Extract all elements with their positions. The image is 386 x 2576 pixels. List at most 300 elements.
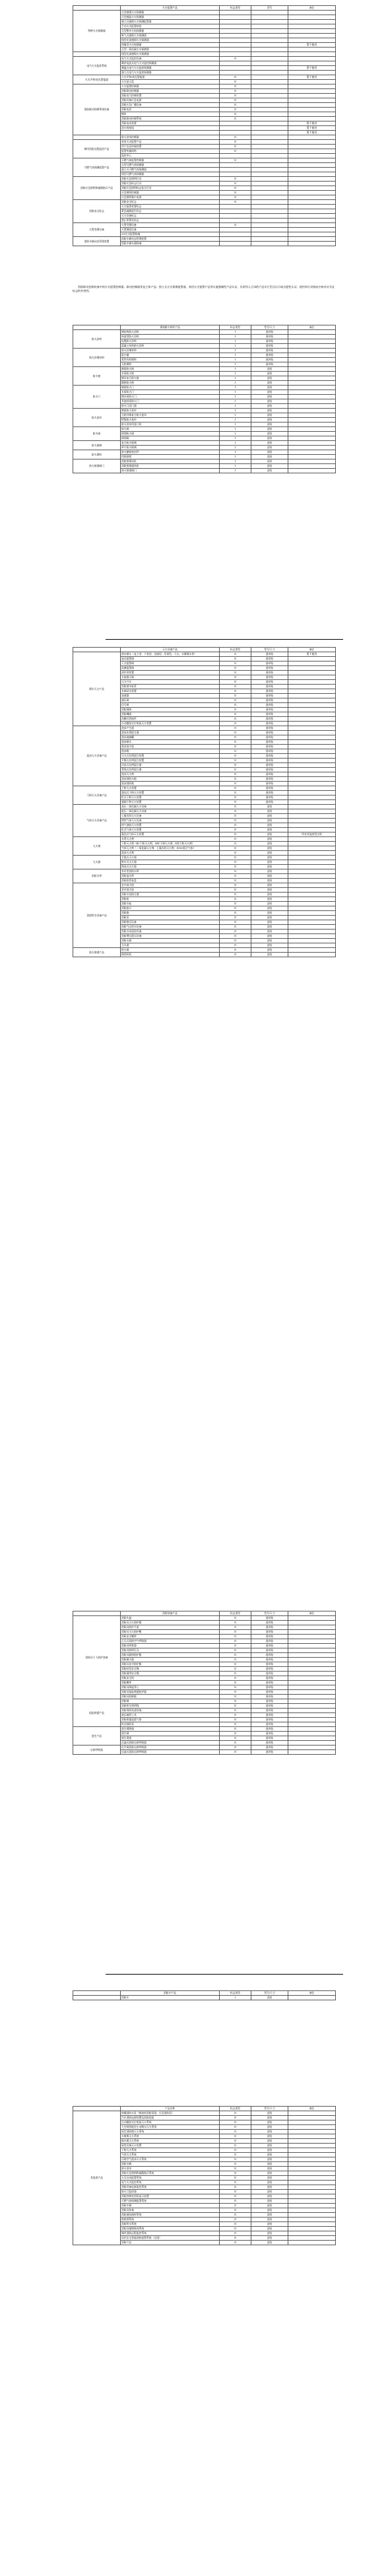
spec-cell: 直贴: [251, 418, 288, 423]
mark-type-cell: II: [220, 2125, 251, 2130]
mark-type-cell: II: [220, 2120, 251, 2125]
mark-type-cell: II: [220, 1709, 251, 1713]
mark-type-cell: II: [220, 103, 251, 108]
spec-cell: [251, 57, 288, 61]
mark-type-cell: [220, 48, 251, 52]
item-name-cell: 排烟阀: [121, 436, 220, 441]
spec-cell: 逐项检: [251, 1741, 288, 1746]
mark-type-cell: II: [220, 846, 251, 851]
item-name-cell: 泡沫消防炮: [121, 782, 220, 786]
mark-type-cell: II: [220, 943, 251, 948]
mark-type-cell: [220, 52, 251, 57]
table-row: [73, 135, 336, 140]
spec-cell: 直贴: [251, 372, 288, 376]
spec-cell: [251, 98, 288, 103]
spec-cell: 逐项检: [251, 712, 288, 717]
mark-type-cell: II: [220, 657, 251, 661]
remark-cell: [288, 1695, 336, 1699]
header-cell-blank: [73, 648, 121, 652]
remark-cell: [288, 1630, 336, 1635]
table-row: [73, 330, 336, 335]
item-name-cell: 测温式电气火灾监控探测器: [121, 66, 220, 71]
spec-cell: 直贴: [251, 819, 288, 823]
item-name-cell: 钢质防火卷帘: [121, 409, 220, 413]
mark-type-cell: [220, 71, 251, 75]
table-row: [73, 441, 336, 446]
remark-cell: [288, 782, 336, 786]
item-name-cell: 线型可燃气体探测器: [121, 172, 220, 177]
spec-cell: 直贴: [251, 856, 288, 860]
remark-cell: [288, 809, 336, 814]
item-name-cell: 热气溶胶灭火装置: [121, 823, 220, 828]
remark-cell: [288, 731, 336, 735]
spec-cell: 直贴: [251, 386, 288, 390]
mark-type-cell: II: [220, 708, 251, 712]
mark-type-cell: II: [220, 1616, 251, 1621]
remark-cell: [288, 953, 336, 957]
item-name-cell: 消防洒水软管: [121, 685, 220, 689]
mark-type-cell: I: [220, 432, 251, 436]
remark-cell: [288, 2185, 336, 2190]
remark-cell: [288, 1732, 336, 1736]
header-cell: 标志类型: [220, 1611, 251, 1616]
remark-cell: [288, 879, 336, 883]
remark-cell: [288, 772, 336, 777]
item-name-cell: 消防车辆: [121, 2204, 220, 2208]
category-cell: 城市消防远程监控产品: [73, 140, 121, 158]
mark-type-cell: [220, 228, 251, 232]
spec-cell: [251, 108, 288, 112]
item-name-cell: 泡沫液储罐: [121, 735, 220, 740]
spec-cell: 直贴: [251, 920, 288, 925]
item-name-cell: 消防通用安全绳: [121, 1672, 220, 1676]
item-name-cell: 消防应急标志灯具: [121, 182, 220, 186]
item-name-cell: 应急照明集中电源: [121, 195, 220, 200]
spec-cell: 逐项检: [251, 1639, 288, 1644]
mark-type-cell: [220, 205, 251, 209]
spec-cell: 逐项检: [251, 1690, 288, 1695]
spec-cell: 直贴: [251, 2167, 288, 2171]
mark-type-cell: I: [220, 1996, 251, 2000]
remark-cell: [288, 726, 336, 731]
mark-type-cell: II: [220, 722, 251, 726]
remark-cell: [288, 182, 336, 186]
category-cell: 可燃气体探测报警产品: [73, 158, 121, 177]
mark-type-cell: [220, 38, 251, 43]
spec-cell: 直贴: [251, 2190, 288, 2194]
category-cell: 防火封堵材料: [73, 349, 121, 367]
spec-cell: 直贴: [251, 395, 288, 399]
spec-cell: [251, 237, 288, 242]
remark-cell: [288, 112, 336, 117]
item-name-cell: 禁止和警告标志: [121, 219, 220, 223]
item-name-cell: 泡沫喷头: [121, 740, 220, 745]
mark-type-cell: II: [220, 195, 251, 200]
spec-cell: 逐项检: [251, 735, 288, 740]
spec-cell: [251, 219, 288, 223]
item-name-cell: 消火栓按钮: [121, 126, 220, 131]
remark-cell: [288, 911, 336, 916]
table-row: [73, 1746, 336, 1750]
spec-cell: 逐项检: [251, 362, 288, 367]
remark-cell: [288, 200, 336, 205]
item-name-cell: 气体灭火系统: [121, 2153, 220, 2157]
item-name-cell: 消防电动装置: [121, 121, 220, 126]
mark-type-cell: II: [220, 860, 251, 865]
mark-type-cell: II: [220, 777, 251, 782]
mark-type-cell: II: [220, 177, 251, 182]
remark-cell: [288, 11, 336, 15]
remark-cell: [288, 768, 336, 772]
remark-cell: [288, 335, 336, 339]
mark-type-cell: I: [220, 372, 251, 376]
remark-cell: [288, 52, 336, 57]
mark-type-cell: II: [220, 1690, 251, 1695]
header-cell-blank: [73, 2107, 121, 2111]
spec-cell: 直贴: [251, 450, 288, 455]
item-name-cell: 干粉灭火系统: [121, 2148, 220, 2153]
remark-cell: [288, 694, 336, 698]
spec-cell: 直贴: [251, 2153, 288, 2157]
remark-cell: [288, 344, 336, 349]
remark-cell: 暂不使用: [288, 126, 336, 131]
spec-cell: 直贴: [251, 2185, 288, 2190]
table-header-row: [73, 325, 336, 330]
spec-cell: 直贴: [251, 2148, 288, 2153]
header-cell: 产品名称: [121, 2107, 220, 2111]
remark-cell: [288, 869, 336, 874]
item-name-cell: 独立式电气火灾监控探测器: [121, 71, 220, 75]
mark-type-cell: II: [220, 809, 251, 814]
category-cell: 特种火灾探测器: [73, 11, 121, 52]
header-cell: 建筑耐火构件产品: [121, 325, 220, 330]
remark-cell: 暂不使用: [288, 121, 336, 126]
header-cell-blank: [73, 6, 121, 11]
remark-cell: [288, 232, 336, 237]
spec-cell: 直贴: [251, 2213, 288, 2218]
category-cell: 灭火器: [73, 856, 121, 869]
mark-type-cell: [220, 154, 251, 158]
spec-cell: 直贴: [251, 869, 288, 874]
item-name-cell: 消防用防坠落装备: [121, 1709, 220, 1713]
item-name-cell: 消防车: [121, 1996, 220, 2000]
remark-cell: [288, 29, 336, 34]
spec-cell: 逐项检: [251, 1699, 288, 1704]
mark-type-cell: [220, 29, 251, 34]
remark-cell: [288, 1635, 336, 1639]
mark-type-cell: II: [220, 851, 251, 856]
category-cell: 灭火剂: [73, 837, 121, 856]
mark-type-cell: II: [220, 703, 251, 708]
remark-cell: 暂不使用: [288, 131, 336, 135]
item-name-cell: 火警调度设备: [121, 228, 220, 232]
mark-type-cell: II: [220, 819, 251, 823]
item-name-cell: 饰面型防火涂料: [121, 335, 220, 339]
spec-cell: [251, 11, 288, 15]
remark-cell: [288, 1644, 336, 1648]
spec-cell: 逐项检: [251, 1672, 288, 1676]
mark-type-cell: II: [220, 948, 251, 953]
mark-type-cell: [220, 34, 251, 38]
mark-type-cell: II: [220, 89, 251, 94]
header-cell: 标志类型: [220, 325, 251, 330]
spec-cell: 逐项检: [251, 763, 288, 768]
remark-cell: [288, 94, 336, 98]
header-cell: 备注: [288, 2107, 336, 2111]
mark-type-cell: [220, 11, 251, 15]
spec-cell: 逐项检: [251, 1644, 288, 1648]
remark-cell: [288, 390, 336, 395]
spec-cell: 逐项检: [251, 335, 288, 339]
table-row: [73, 223, 336, 228]
remark-cell: [288, 1699, 336, 1704]
remark-cell: [288, 749, 336, 754]
remark-cell: [288, 1639, 336, 1644]
remark-cell: [288, 763, 336, 768]
spec-cell: 逐项检: [251, 344, 288, 349]
mark-type-cell: II: [220, 694, 251, 698]
mark-type-cell: II: [220, 906, 251, 911]
spec-cell: 直贴: [251, 436, 288, 441]
remark-cell: [288, 158, 336, 163]
remark-cell: [288, 2148, 336, 2153]
table-row: [73, 1616, 336, 1621]
spec-cell: 逐项检: [251, 1630, 288, 1635]
item-name-cell: 管线式比例混合器: [121, 768, 220, 772]
spec-cell: 直贴: [251, 2204, 288, 2208]
spec-cell: [251, 61, 288, 66]
mark-type-cell: I: [220, 455, 251, 459]
table-row: [73, 2111, 336, 2116]
remark-cell: [288, 948, 336, 953]
remark-cell: [288, 2208, 336, 2213]
mark-type-cell: II: [220, 2153, 251, 2157]
mark-type-cell: II: [220, 823, 251, 828]
mark-type-cell: II: [220, 2236, 251, 2241]
mark-type-cell: [220, 43, 251, 48]
item-name-cell: 消防产品: [121, 2241, 220, 2245]
mark-type-cell: II: [220, 865, 251, 869]
remark-cell: [288, 2116, 336, 2120]
spec-cell: [251, 85, 288, 89]
item-name-cell: 消防员防护手套: [121, 1625, 220, 1630]
remark-cell: [288, 925, 336, 930]
mark-type-cell: II: [220, 869, 251, 874]
header-cell: 备注: [288, 325, 336, 330]
mark-type-cell: II: [220, 837, 251, 842]
spec-cell: [251, 15, 288, 20]
mark-type-cell: II: [220, 814, 251, 819]
item-name-cell: 消防应急广播设备: [121, 103, 220, 108]
category-cell: 防火排烟产品: [73, 948, 121, 957]
spec-cell: [251, 200, 288, 205]
item-name-cell: 防火卷帘控制器: [121, 135, 220, 140]
category-cell: 火警受理设备: [73, 223, 121, 237]
mark-type-cell: I: [220, 469, 251, 473]
mark-type-cell: I: [220, 353, 251, 358]
spec-cell: [251, 34, 288, 38]
spec-cell: [251, 121, 288, 126]
spec-cell: 直贴: [251, 916, 288, 920]
mark-type-cell: II: [220, 158, 251, 163]
table-row: [73, 158, 336, 163]
spec-cell: 逐项检: [251, 1635, 288, 1639]
spec-cell: [251, 149, 288, 154]
item-name-cell: 水喷雾灭火系统: [121, 2134, 220, 2139]
mark-type-cell: I: [220, 459, 251, 464]
mark-type-cell: II: [220, 893, 251, 897]
item-name-cell: 特级防火卷帘: [121, 418, 220, 423]
spec-cell: 逐项检: [251, 1713, 288, 1718]
spec-cell: 逐项检: [251, 1709, 288, 1713]
category-cell: 防火堵料: [73, 450, 121, 459]
item-name-cell: 防火膨胀密封件: [121, 450, 220, 455]
item-name-cell: 线型光束感烟火灾探测器: [121, 38, 220, 43]
item-name-cell: 消防排烟风机: [121, 459, 220, 464]
item-name-cell: 柜式干粉灭火装置: [121, 796, 220, 800]
mark-type-cell: II: [220, 879, 251, 883]
item-name-cell: 钢木复合防火窗: [121, 376, 220, 381]
table-row: [73, 1996, 336, 2000]
remark-cell: [288, 2153, 336, 2157]
mark-type-cell: I: [220, 381, 251, 386]
item-name-cell: 火灾报警控制器: [121, 85, 220, 89]
mark-type-cell: II: [220, 75, 251, 80]
item-name-cell: 消防排烟通风机: [121, 464, 220, 469]
remark-cell: [288, 1685, 336, 1690]
spec-cell: 逐项检: [251, 657, 288, 661]
spec-cell: [251, 38, 288, 43]
mark-type-cell: [220, 20, 251, 24]
spec-cell: 逐项检: [251, 353, 288, 358]
spec-cell: 直贴: [251, 2130, 288, 2134]
remark-cell: [288, 103, 336, 108]
item-name-cell: 火警受理设备: [121, 223, 220, 228]
spec-cell: [251, 195, 288, 200]
remark-cell: [288, 893, 336, 897]
mark-type-cell: II: [220, 1639, 251, 1644]
mark-type-cell: II: [220, 800, 251, 805]
mark-type-cell: I: [220, 386, 251, 390]
remark-cell: [288, 717, 336, 722]
mark-type-cell: II: [220, 1695, 251, 1699]
mark-type-cell: II: [220, 2181, 251, 2185]
table-row: [73, 427, 336, 432]
spec-cell: 逐项检: [251, 717, 288, 722]
remark-cell: 暂不使用: [288, 66, 336, 71]
item-name-cell: 防火门闭门器: [121, 404, 220, 409]
mark-type-cell: II: [220, 2167, 251, 2171]
item-name-cell: 逃生梯: [121, 1732, 220, 1736]
item-name-cell: 柔性有机堵料: [121, 358, 220, 362]
remark-cell: [288, 1750, 336, 1755]
item-name-cell: 机动消防泵: [121, 1722, 220, 1727]
item-name-cell: 消防腰斧: [121, 1681, 220, 1685]
mark-type-cell: II: [220, 735, 251, 740]
spec-cell: 逐项检: [251, 1746, 288, 1750]
spec-cell: 逐项检: [251, 330, 288, 335]
item-name-cell: 泡沫产生器: [121, 726, 220, 731]
mark-type-cell: II: [220, 666, 251, 671]
spec-cell: [251, 89, 288, 94]
mark-type-cell: I: [220, 446, 251, 450]
spec-cell: 逐项检: [251, 661, 288, 666]
remark-cell: [288, 735, 336, 740]
mark-type-cell: II: [220, 754, 251, 759]
remark-cell: [288, 1658, 336, 1662]
item-name-cell: 消防救生照明线: [121, 1704, 220, 1709]
mark-type-cell: I: [220, 362, 251, 367]
spec-cell: 直贴: [251, 953, 288, 957]
spec-cell: 逐项检: [251, 675, 288, 680]
mark-type-cell: II: [220, 680, 251, 685]
remark-cell: [288, 722, 336, 726]
item-name-cell: 悬挂式干粉灭火装置: [121, 791, 220, 796]
spec-cell: 直贴: [251, 459, 288, 464]
mark-type-cell: II: [220, 1621, 251, 1625]
mark-type-cell: II: [220, 1722, 251, 1727]
mark-type-cell: [220, 242, 251, 246]
item-name-cell: 消防安全钩: [121, 1676, 220, 1681]
mark-type-cell: II: [220, 911, 251, 916]
mark-type-cell: II: [220, 2204, 251, 2208]
remark-cell: [288, 228, 336, 232]
item-name-cell: 加速器: [121, 694, 220, 698]
remark-cell: [288, 930, 336, 934]
remark-cell: [288, 916, 336, 920]
remark-cell: [288, 1722, 336, 1727]
remark-cell: 所有其他类型注明: [288, 832, 336, 837]
spec-cell: [251, 94, 288, 98]
mark-type-cell: I: [220, 427, 251, 432]
remark-cell: [288, 874, 336, 879]
header-cell: 备注: [288, 1611, 336, 1616]
spec-cell: 直贴: [251, 2222, 288, 2227]
remark-cell: [288, 195, 336, 200]
spec-cell: 直贴: [251, 809, 288, 814]
item-name-cell: 消防湿水带: [121, 874, 220, 879]
spec-cell: 直贴: [251, 948, 288, 953]
mark-type-cell: II: [220, 2213, 251, 2218]
table-row: [73, 805, 336, 809]
item-name-cell: 环泵式比例混合器: [121, 763, 220, 768]
remark-cell: [288, 372, 336, 376]
mark-type-cell: II: [220, 1648, 251, 1653]
mark-type-cell: I: [220, 349, 251, 353]
mark-type-cell: II: [220, 2148, 251, 2153]
mark-type-cell: [220, 126, 251, 131]
spec-cell: 逐项检: [251, 708, 288, 712]
item-name-cell: 点型感烟火灾探测器: [121, 11, 220, 15]
spec-cell: 直贴: [251, 2194, 288, 2199]
table-row: [73, 856, 336, 860]
spec-cell: 逐项检: [251, 772, 288, 777]
spec-cell: 逐项检: [251, 786, 288, 791]
remark-cell: [288, 657, 336, 661]
spec-cell: 直贴: [251, 879, 288, 883]
category-cell: [73, 52, 121, 57]
remark-cell: [288, 759, 336, 763]
category-cell: 电气火灾监控系统: [73, 57, 121, 75]
remark-cell: [288, 661, 336, 666]
spec-cell: 直贴: [251, 906, 288, 911]
remark-cell: [288, 381, 336, 386]
mark-type-cell: II: [220, 740, 251, 745]
item-name-cell: 消防员装备: [121, 2208, 220, 2213]
remark-cell: [288, 943, 336, 948]
spec-cell: [251, 163, 288, 168]
remark-cell: [288, 237, 336, 242]
